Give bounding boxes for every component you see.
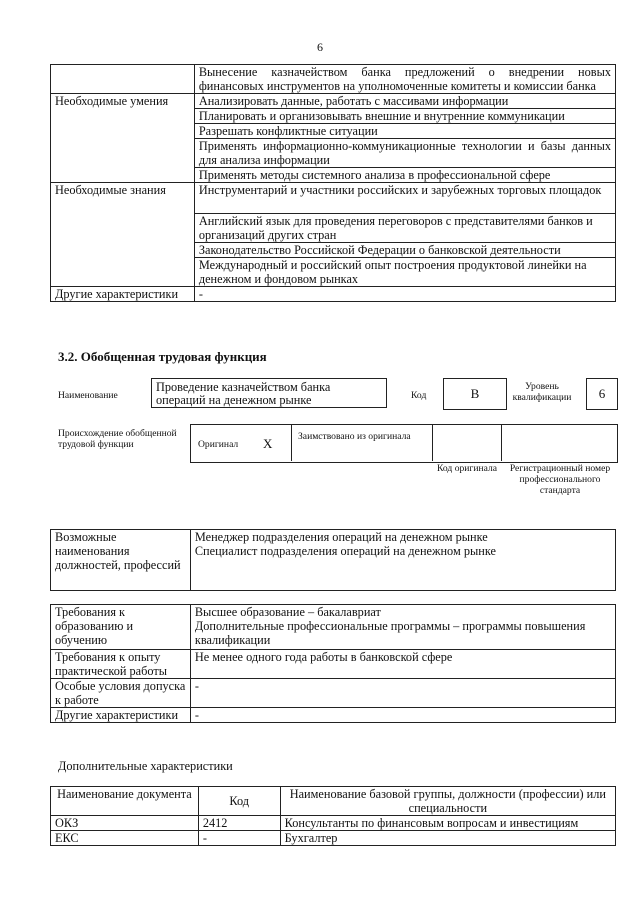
positions-label: Возможные наименования должностей, профессий: [51, 530, 191, 591]
origin-divider: [432, 424, 433, 461]
additional-title: Дополнительные характеристики: [58, 759, 233, 773]
origin-divider: [501, 424, 502, 461]
row-item: Инструментарий и участники российских и зарубежных торговых площадок: [194, 183, 615, 214]
row-label: Другие характеристики: [51, 287, 195, 302]
table-row: [51, 831, 616, 846]
requirement-value: Не менее одного года работы в банковской сфере: [190, 650, 615, 679]
naming-label: Наименование: [58, 390, 118, 401]
code-caption: Код оригинала: [436, 463, 498, 474]
row-item: Применять методы системного анализа в профессиональной сфере: [194, 168, 615, 183]
position-line: Менеджер подразделения операций на денежном рынке: [194, 530, 488, 544]
row-item: Применять информационно-коммуникационные технологии и базы данных для анализа информации: [194, 139, 615, 168]
row-item: -: [194, 287, 615, 302]
cell: ОКЗ: [51, 816, 199, 831]
requirement-value: Высшее образование – бакалавриат Дополнительные профессиональные программы – программы повышения квалификации: [190, 605, 615, 650]
origin-label: Происхождение обобщенной трудовой функции: [58, 428, 177, 450]
cell: Консультанты по финансовым вопросам и инвестициям: [280, 816, 615, 831]
row-label: Необходимые знания: [51, 183, 195, 287]
original-mark: X: [263, 436, 273, 451]
table-row: [51, 605, 616, 650]
requirement-value: -: [190, 708, 615, 723]
cell: ЕКС: [51, 831, 199, 846]
cell: -: [198, 831, 280, 846]
row-item: Вынесение казначейством банка предложений о внедрении новых финансовых инструментов на уполномоченные комитеты и комиссии банка: [194, 65, 615, 94]
header-name: Наименование базовой группы, должности (профессии) или специальности: [280, 787, 615, 816]
naming-value: Проведение казначейством банка операций на денежном рынке: [151, 378, 387, 408]
header-doc: Наименование документа: [51, 787, 199, 816]
table-row: [51, 94, 616, 109]
requirement-label: Другие характеристики: [51, 708, 191, 723]
positions-values: [190, 530, 615, 591]
requirement-label: Требования к образованию и обучению: [51, 605, 191, 650]
row-item: Законодательство Российской Федерации о банковской деятельности: [194, 243, 615, 258]
row-item: Анализировать данные, работать с массивами информации: [194, 94, 615, 109]
origin-box: [190, 424, 618, 463]
row-item: Английский язык для проведения переговоров с представителями банков и организаций других стран: [194, 214, 615, 243]
table-row: [51, 650, 616, 679]
reg-caption: Регистрационный номер профессионального стандарта: [509, 463, 611, 496]
competencies-table: [50, 64, 616, 302]
level-value: 6: [586, 378, 618, 410]
code-label: Код: [411, 390, 427, 401]
level-label: Уровень квалификации: [512, 381, 572, 403]
position-line: Специалист подразделения операций на денежном рынке: [194, 544, 496, 558]
requirements-table: [50, 604, 616, 723]
page-number: 6: [317, 40, 323, 54]
code-value: B: [443, 378, 507, 410]
table-row: [51, 816, 616, 831]
requirement-value: -: [190, 679, 615, 708]
borrowed-label: Заимствовано из оригинала: [298, 431, 411, 442]
table-row: [51, 65, 616, 94]
row-item: Международный и российский опыт построения продуктовой линейки на денежном и фондовом рынках: [194, 258, 615, 287]
table-header-row: [51, 787, 616, 816]
row-item: Разрешать конфликтные ситуации: [194, 124, 615, 139]
table-row: [51, 287, 616, 302]
requirement-label: Особые условия допуска к работе: [51, 679, 191, 708]
row-label: [51, 65, 195, 94]
origin-divider: [291, 424, 292, 461]
row-label: Необходимые умения: [51, 94, 195, 183]
cell: Бухгалтер: [280, 831, 615, 846]
additional-table: [50, 786, 616, 846]
table-row: [51, 530, 616, 591]
cell: 2412: [198, 816, 280, 831]
row-item: Планировать и организовывать внешние и внутренние коммуникации: [194, 109, 615, 124]
table-row: [51, 183, 616, 214]
original-label: Оригинал: [198, 439, 239, 450]
table-row: [51, 679, 616, 708]
header-code: Код: [198, 787, 280, 816]
table-row: [51, 708, 616, 723]
positions-table: [50, 529, 616, 591]
section-title: 3.2. Обобщенная трудовая функция: [58, 349, 267, 364]
requirement-label: Требования к опыту практической работы: [51, 650, 191, 679]
